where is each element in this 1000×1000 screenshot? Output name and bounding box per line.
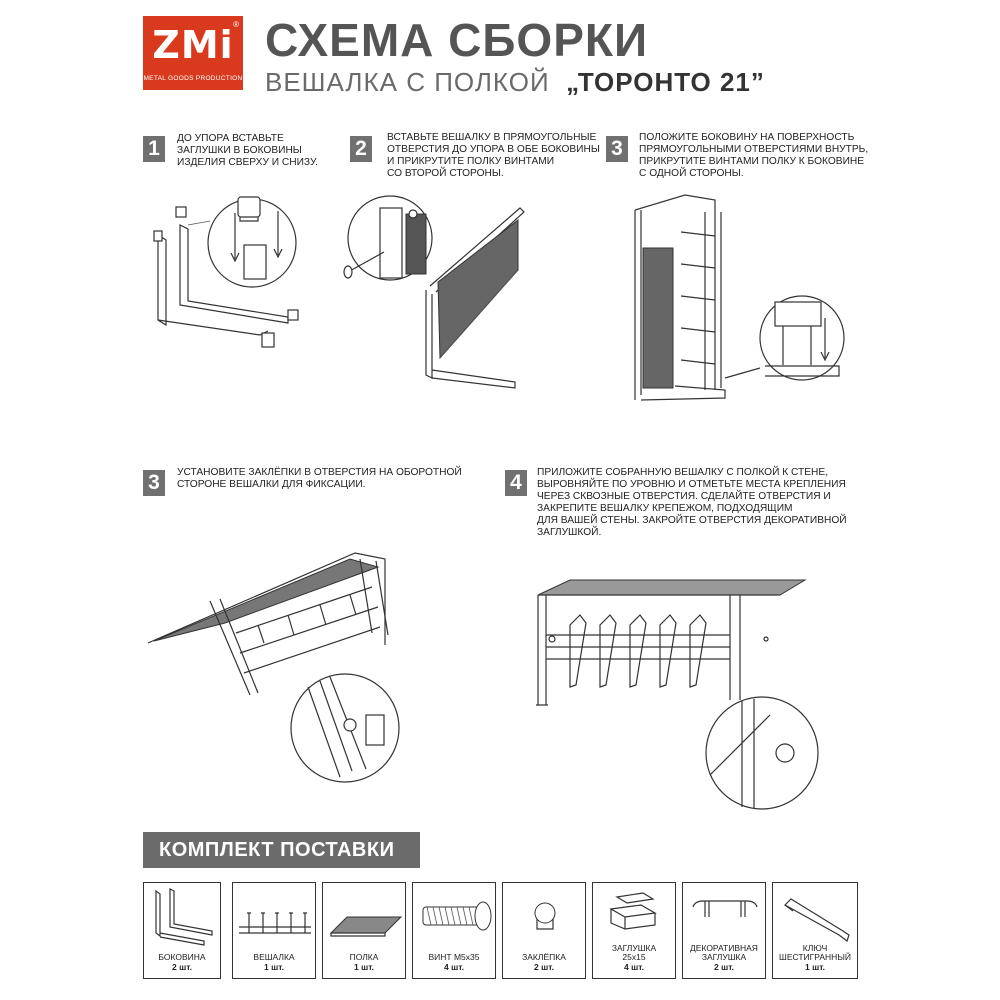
- kit-item-decorative-cap: [682, 882, 766, 979]
- step-2-text: [387, 132, 600, 180]
- shelf-icon: [323, 883, 407, 953]
- step-2-line: СО ВТОРОЙ СТОРОНЫ.: [387, 168, 504, 179]
- step-3b-text: [177, 467, 462, 491]
- kit-banner: КОМПЛЕКТ ПОСТАВКИ: [143, 832, 420, 868]
- step-4-illustration: [530, 575, 830, 815]
- step-4-line: ЗАКРЕПИТЕ ВЕШАЛКУ КРЕПЕЖОМ, ПОДХОДЯЩИМ: [537, 503, 793, 514]
- step-1-badge: 1: [143, 136, 165, 162]
- page-title: СХЕМА СБОРКИ: [265, 14, 649, 66]
- step-3b-line: УСТАНОВИТЕ ЗАКЛЁПКИ В ОТВЕРСТИЯ НА ОБОРОТНОЙ: [177, 467, 462, 478]
- step-2-badge: 2: [350, 136, 372, 162]
- registered-mark: ®: [233, 20, 239, 29]
- kit-item-rivet: [502, 882, 586, 979]
- subtitle-product: ВЕШАЛКА С ПОЛКОЙ: [265, 67, 550, 97]
- kit-item-label: ЗАКЛЁПКА 2 шт.: [522, 952, 566, 972]
- kit-item-screw: [412, 882, 496, 979]
- step-4-line: ПРИЛОЖИТЕ СОБРАННУЮ ВЕШАЛКУ С ПОЛКОЙ К СТЕНЕ,: [537, 467, 829, 478]
- brand-logo: [143, 16, 243, 90]
- page-subtitle: [265, 66, 765, 98]
- step-2-line: ВСТАВЬТЕ ВЕШАЛКУ В ПРЯМОУГОЛЬНЫЕ: [387, 132, 597, 143]
- step-3-text: [639, 132, 868, 180]
- step-4-text: [537, 467, 847, 539]
- step-4-line: ЗАГЛУШКОЙ.: [537, 527, 602, 538]
- kit-item-shelf: [322, 882, 406, 979]
- step-3-badge: 3: [606, 136, 628, 162]
- logo-tagline: METAL GOODS PRODUCTION: [143, 75, 243, 82]
- hook-rail-icon: [233, 883, 317, 953]
- step-4-line: ВЫРОВНЯЙТЕ ПО УРОВНЮ И ОТМЕТЬТЕ МЕСТА КРЕПЛЕНИЯ: [537, 479, 846, 490]
- step-4-badge: 4: [505, 470, 527, 496]
- step-3-line: ПОЛОЖИТЕ БОКОВИНУ НА ПОВЕРХНОСТЬ: [639, 132, 855, 143]
- kit-item-hex-key: [772, 882, 858, 979]
- kit-item-label: ВИНТ М5х35 4 шт.: [428, 952, 480, 972]
- kit-item-hook-rail: [232, 882, 316, 979]
- step-2-line: И ПРИКРУТИТЕ ПОЛКУ ВИНТАМИ: [387, 156, 555, 167]
- kit-item-end-cap: [592, 882, 676, 979]
- step-3b-line: СТОРОНЕ ВЕШАЛКИ ДЛЯ ФИКСАЦИИ.: [177, 479, 366, 490]
- kit-item-label: ВЕШАЛКА 1 шт.: [253, 952, 295, 972]
- kit-item-label: КЛЮЧ ШЕСТИГРАННЫЙ 1 шт.: [779, 942, 851, 972]
- step-3b-badge: 3: [143, 470, 165, 496]
- rivet-icon: [503, 883, 587, 953]
- kit-item-label: ПОЛКА 1 шт.: [349, 952, 379, 972]
- step-3-line: ПРЯМОУГОЛЬНЫМИ ОТВЕРСТИЯМИ ВНУТРЬ,: [639, 144, 869, 155]
- step-3-illustration: [625, 190, 850, 405]
- subtitle-model: „ТОРОНТО 21”: [566, 67, 765, 97]
- screw-icon: [413, 883, 497, 953]
- kit-item-label: ДЕКОРАТИВНАЯ ЗАГЛУШКА 2 шт.: [690, 942, 758, 972]
- step-3-line: ПРИКРУТИТЕ ВИНТАМИ ПОЛКУ К БОКОВИНЕ: [639, 156, 865, 167]
- step-1-line: ИЗДЕЛИЯ СВЕРХУ И СНИЗУ.: [177, 157, 318, 168]
- step-2-line: ОТВЕРСТИЯ ДО УПОРА В ОБЕ БОКОВИНЫ: [387, 144, 600, 155]
- side-panel-icon: [144, 883, 222, 953]
- kit-item-label: ЗАГЛУШКА 25х15 4 шт.: [611, 942, 657, 972]
- step-3b-illustration: [140, 545, 430, 795]
- kit-item-label: БОКОВИНА 2 шт.: [158, 952, 206, 972]
- step-1-text: [177, 133, 318, 169]
- logo-wordmark: ZMi: [152, 23, 234, 67]
- step-4-line: ДЛЯ ВАШЕЙ СТЕНЫ. ЗАКРОЙТЕ ОТВЕРСТИЯ ДЕКОРАТИВНОЙ: [537, 515, 847, 526]
- step-1-line: ДО УПОРА ВСТАВЬТЕ: [177, 133, 284, 144]
- kit-item-side-panel: [143, 882, 221, 979]
- step-4-line: ЧЕРЕЗ СКВОЗНЫЕ ОТВЕРСТИЯ. СДЕЛАЙТЕ ОТВЕРСТИЯ И: [537, 491, 831, 502]
- step-2-illustration: [340, 190, 540, 405]
- step-3-line: С ОДНОЙ СТОРОНЫ.: [639, 168, 744, 179]
- step-1-illustration: [140, 185, 340, 360]
- step-1-line: ЗАГЛУШКИ В БОКОВИНЫ: [177, 145, 302, 156]
